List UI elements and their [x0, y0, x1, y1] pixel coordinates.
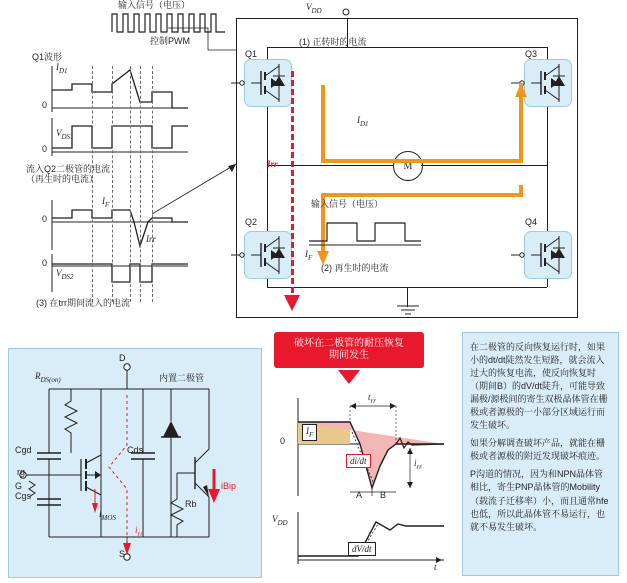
q2-label: Q2: [245, 217, 258, 227]
q1-waveform-title: Q1波形: [32, 52, 63, 62]
guide-dash-4: [140, 66, 141, 302]
imos-label: $i_{MOS}$: [99, 509, 116, 522]
vds1-zero-label: 0: [42, 144, 48, 154]
vds1-waveform: [30, 114, 190, 160]
trr-zero-label: 0: [280, 436, 286, 446]
rb-label: Rb: [185, 499, 197, 509]
id1-waveform: [30, 62, 190, 114]
cds-label: Cds: [127, 445, 144, 455]
region-b-label: B: [380, 490, 387, 500]
rg-label: rg: [17, 467, 26, 477]
vds2-label: $V_{DS2}$: [56, 268, 74, 281]
h-bridge-diagram: [236, 18, 578, 318]
region-a-label: A: [356, 490, 363, 500]
rdson-label: $R_{DS(on)}$: [35, 371, 61, 384]
q3-label: Q3: [525, 49, 538, 59]
vds2-waveform: [30, 252, 190, 296]
guide-dash-2: [112, 66, 113, 302]
q2-diode-current-title: 流入Q2二极管的电流 （再生时的电流）: [26, 164, 111, 185]
q4-label: Q4: [525, 217, 538, 227]
vdd-label: $V_{DD}$: [306, 2, 322, 15]
forward-current-label: (1) 正转时的电流: [299, 37, 367, 47]
regen-current-label: (2) 再生时的电流: [321, 263, 389, 273]
t-axis-label: t: [434, 562, 437, 572]
id1-label: $I_{D1}$: [56, 62, 68, 75]
gate-label: G: [15, 481, 23, 491]
ibip-label: iBip: [221, 481, 237, 491]
trr-current-chart: [272, 392, 452, 502]
q1-label: Q1: [245, 49, 258, 59]
dvdt-tag: dV/dt: [348, 542, 376, 556]
guide-dash-3: [130, 66, 131, 302]
irr-arrow-icon: [282, 291, 302, 313]
irr-circuit-label: $i_{rr}$: [135, 525, 143, 538]
mosfet-equivalent-circuit: [8, 348, 262, 578]
guide-dash-1: [92, 66, 93, 302]
ground-symbol-icon: [395, 305, 421, 321]
source-label: S: [119, 549, 126, 559]
failure-headline-banner: 破坏在二极管的耐压恢复 期间发生: [274, 332, 424, 368]
control-pwm-label: 控制PWM: [150, 36, 190, 46]
irr-bridge-label: Irr: [267, 159, 278, 169]
irr-pointer-arrow: [150, 160, 244, 216]
id1-bridge-label: $I_{D1}$: [357, 115, 369, 128]
pwm-connector-line: [168, 22, 238, 56]
dvdt-voltage-chart: [272, 506, 452, 576]
didt-tag: di/dt: [346, 454, 371, 468]
trr-label: $t_{rr}$: [368, 392, 376, 405]
if-zero-label: 0: [42, 214, 48, 224]
gate-terminal-q2: [231, 249, 247, 261]
inner-if-label: $I_F$: [305, 249, 313, 262]
irr-chart-label: $i_{rr}$: [414, 458, 422, 471]
cgd-label: Cgd: [15, 445, 32, 455]
note-3-label: (3) 在trr期间流入的电流: [36, 298, 130, 308]
irr-dashed-path: [291, 71, 294, 293]
forward-current-path: [263, 43, 555, 179]
vds2-zero-label: 0: [42, 258, 48, 268]
if-tag: $I_F$: [302, 424, 317, 441]
drain-label: D: [119, 353, 126, 363]
irr-waveform-label: Irr: [146, 234, 157, 244]
note-paragraph-2: 如果分解调查破坏产品，就能在栅极或者源极的附近发现破坏痕迹。: [470, 438, 606, 462]
note-paragraph-3: P沟道的情况，因为和NPN晶体管相比，寄生PNP晶体管的Mobility（载流子迁移率）小，而且通常hfe也低，所以此晶体管不易运行，也就不易发生破坏。: [470, 469, 609, 532]
note-paragraph-1: 在二极管的反向恢复运行时，如果小的dt/dt陡然发生短路，就会流入过大的恢复电流，使反向恢复时（期间B）的dV/dt陡升，可能导致漏极/源极间的寄生双极晶体管在栅极或者源极的一小部分区域运行而发生破坏。: [470, 342, 608, 431]
if-label: $I_F$: [102, 196, 110, 209]
gate-terminal-q1: [231, 77, 247, 89]
down-arrow-icon: [338, 370, 360, 384]
vdd-chart-label: $V_{DD}$: [272, 514, 288, 527]
inner-input-signal-label: 输入信号（电压）: [311, 199, 384, 209]
inner-pwm-waveform: [305, 215, 425, 249]
id1-zero-label: 0: [42, 100, 48, 110]
explanation-note-box: [462, 332, 619, 576]
motor-symbol: M: [393, 151, 423, 181]
builtin-diode-label: 内置二极管: [159, 373, 205, 383]
vds1-label: $V_{DS1}$: [56, 128, 74, 141]
vdd-terminal-icon: [338, 4, 354, 20]
input-signal-label: 输入信号（电压）: [118, 0, 191, 10]
cgs-label: Cgs: [15, 491, 32, 501]
regen-inset: [297, 199, 457, 285]
